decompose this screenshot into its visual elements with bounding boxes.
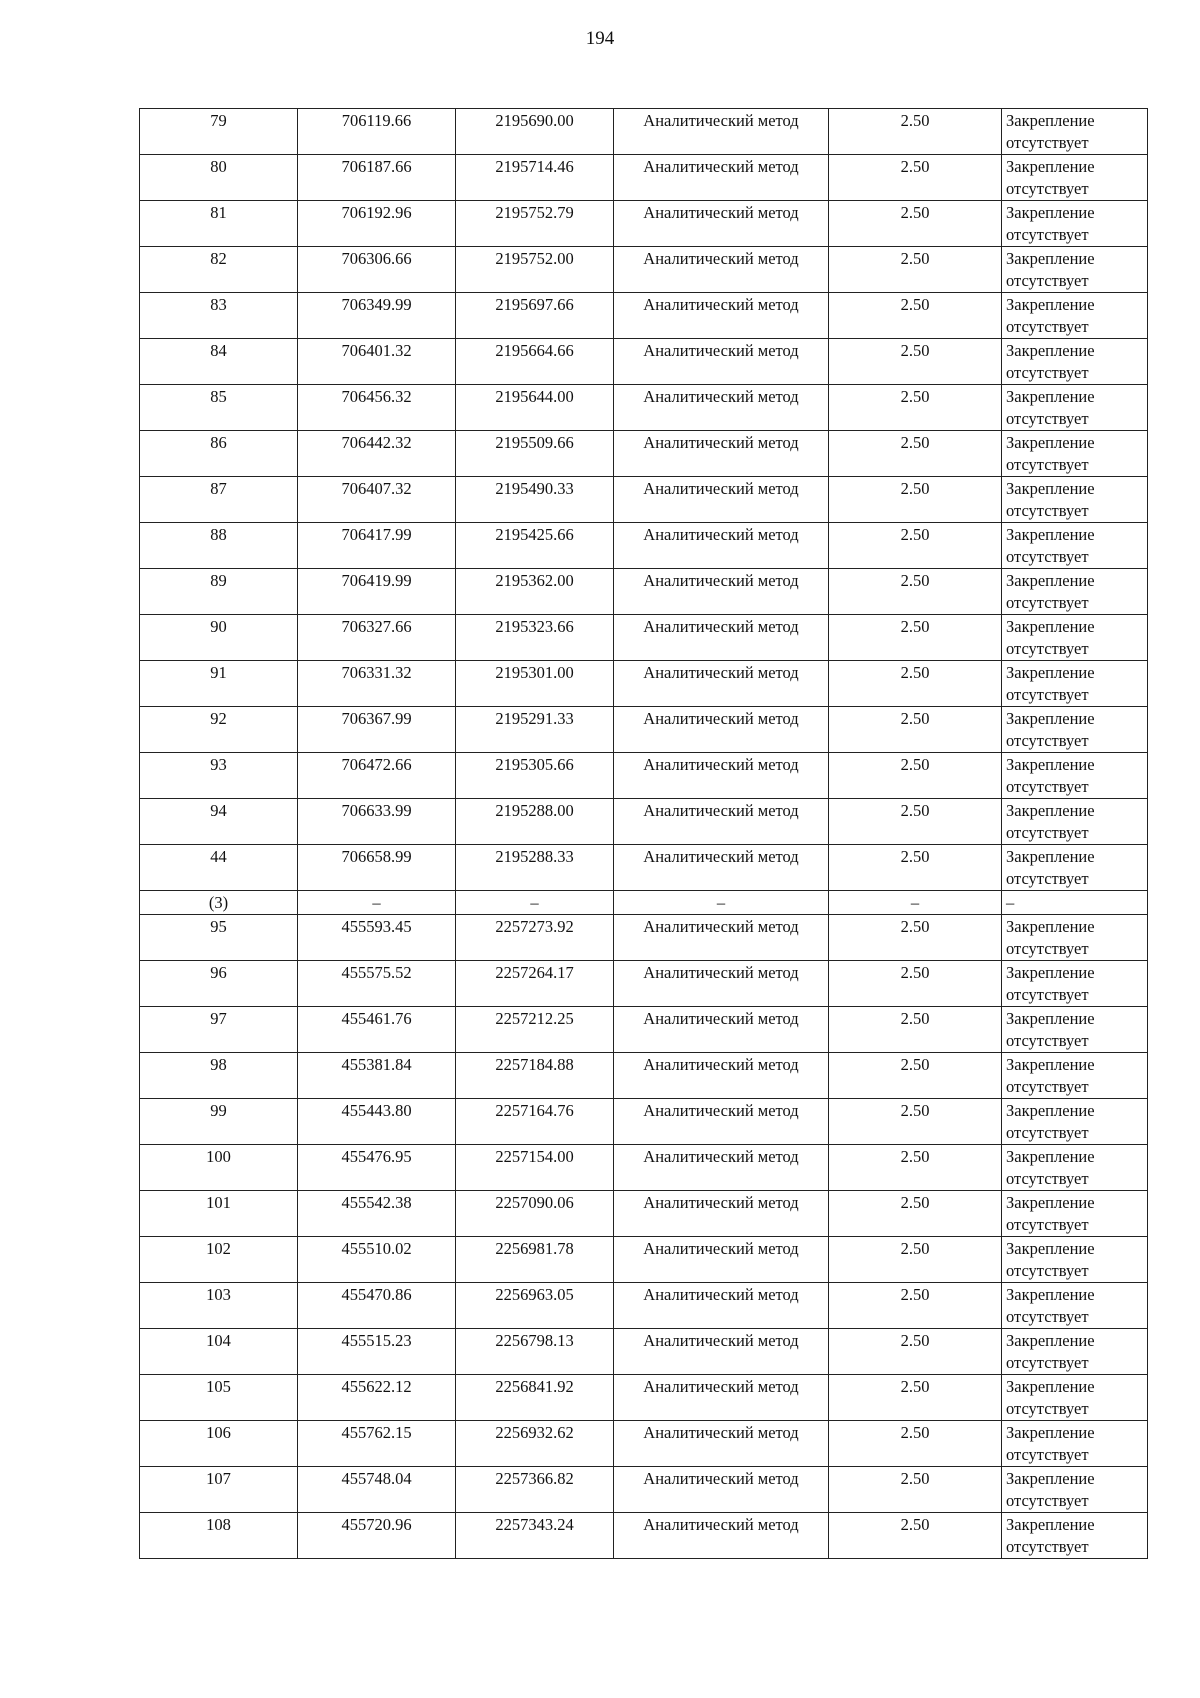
method-cell: Аналитический метод (614, 477, 829, 523)
coordinates-table (139, 108, 1148, 1559)
x-coordinate-cell: 706456.32 (298, 385, 456, 431)
table-row (140, 1513, 1148, 1559)
table-row (140, 1329, 1148, 1375)
point-number-cell: 84 (140, 339, 298, 385)
x-coordinate-cell: 706442.32 (298, 431, 456, 477)
table-row (140, 1237, 1148, 1283)
method-cell: Аналитический метод (614, 339, 829, 385)
method-cell: Аналитический метод (614, 707, 829, 753)
y-coordinate-cell: 2195752.00 (456, 247, 614, 293)
y-coordinate-cell: 2195664.66 (456, 339, 614, 385)
point-number-cell: 92 (140, 707, 298, 753)
point-number-cell: 104 (140, 1329, 298, 1375)
fixation-note-cell: Закрепление отсутствует (1002, 799, 1148, 845)
fixation-note-cell: Закрепление отсутствует (1002, 1421, 1148, 1467)
method-cell: Аналитический метод (614, 1191, 829, 1237)
accuracy-cell: 2.50 (829, 915, 1002, 961)
method-cell: Аналитический метод (614, 1375, 829, 1421)
y-coordinate-cell: 2195288.33 (456, 845, 614, 891)
accuracy-cell: 2.50 (829, 1053, 1002, 1099)
y-coordinate-cell: 2257184.88 (456, 1053, 614, 1099)
point-number-cell: 105 (140, 1375, 298, 1421)
x-coordinate-cell: 706367.99 (298, 707, 456, 753)
x-coordinate-cell: 455470.86 (298, 1283, 456, 1329)
point-number-cell: 87 (140, 477, 298, 523)
fixation-note-cell: Закрепление отсутствует (1002, 1145, 1148, 1191)
x-coordinate-cell: 706407.32 (298, 477, 456, 523)
accuracy-cell: 2.50 (829, 523, 1002, 569)
y-coordinate-cell: 2256932.62 (456, 1421, 614, 1467)
fixation-note-cell: Закрепление отсутствует (1002, 569, 1148, 615)
method-cell: Аналитический метод (614, 1329, 829, 1375)
table-row (140, 247, 1148, 293)
fixation-note-cell: Закрепление отсутствует (1002, 753, 1148, 799)
y-coordinate-cell: 2195509.66 (456, 431, 614, 477)
x-coordinate-cell: 455515.23 (298, 1329, 456, 1375)
accuracy-cell: 2.50 (829, 961, 1002, 1007)
page-number: 194 (585, 28, 615, 49)
method-cell: Аналитический метод (614, 961, 829, 1007)
point-number-cell: 100 (140, 1145, 298, 1191)
accuracy-cell: 2.50 (829, 799, 1002, 845)
x-coordinate-cell: 706658.99 (298, 845, 456, 891)
table-row (140, 1099, 1148, 1145)
accuracy-cell: 2.50 (829, 615, 1002, 661)
accuracy-cell: 2.50 (829, 477, 1002, 523)
y-coordinate-cell: 2256963.05 (456, 1283, 614, 1329)
fixation-note-cell: Закрепление отсутствует (1002, 385, 1148, 431)
accuracy-cell: 2.50 (829, 247, 1002, 293)
x-coordinate-cell: 706417.99 (298, 523, 456, 569)
y-coordinate-cell: 2195425.66 (456, 523, 614, 569)
table-row (140, 1191, 1148, 1237)
fixation-note-cell: – (1002, 891, 1148, 915)
fixation-note-cell: Закрепление отсутствует (1002, 109, 1148, 155)
accuracy-cell: 2.50 (829, 753, 1002, 799)
y-coordinate-cell: 2256798.13 (456, 1329, 614, 1375)
method-cell: Аналитический метод (614, 155, 829, 201)
point-number-cell: 107 (140, 1467, 298, 1513)
accuracy-cell: 2.50 (829, 1007, 1002, 1053)
accuracy-cell: 2.50 (829, 293, 1002, 339)
fixation-note-cell: Закрепление отсутствует (1002, 155, 1148, 201)
fixation-note-cell: Закрепление отсутствует (1002, 1329, 1148, 1375)
y-coordinate-cell: 2195490.33 (456, 477, 614, 523)
x-coordinate-cell: 455575.52 (298, 961, 456, 1007)
point-number-cell: 88 (140, 523, 298, 569)
table-row (140, 293, 1148, 339)
fixation-note-cell: Закрепление отсутствует (1002, 339, 1148, 385)
fixation-note-cell: Закрепление отсутствует (1002, 1191, 1148, 1237)
table-row (140, 569, 1148, 615)
accuracy-cell: 2.50 (829, 661, 1002, 707)
y-coordinate-cell: 2257264.17 (456, 961, 614, 1007)
y-coordinate-cell: 2256841.92 (456, 1375, 614, 1421)
method-cell: Аналитический метод (614, 109, 829, 155)
y-coordinate-cell: 2195291.33 (456, 707, 614, 753)
accuracy-cell: 2.50 (829, 1145, 1002, 1191)
table-row (140, 961, 1148, 1007)
method-cell: Аналитический метод (614, 1145, 829, 1191)
fixation-note-cell: Закрепление отсутствует (1002, 661, 1148, 707)
point-number-cell: 82 (140, 247, 298, 293)
point-number-cell: 91 (140, 661, 298, 707)
point-number-cell: 96 (140, 961, 298, 1007)
method-cell: Аналитический метод (614, 1099, 829, 1145)
accuracy-cell: 2.50 (829, 1467, 1002, 1513)
y-coordinate-cell: – (456, 891, 614, 915)
method-cell: Аналитический метод (614, 1053, 829, 1099)
y-coordinate-cell: 2195644.00 (456, 385, 614, 431)
method-cell: Аналитический метод (614, 799, 829, 845)
method-cell: Аналитический метод (614, 1237, 829, 1283)
point-number-cell: 93 (140, 753, 298, 799)
point-number-cell: 94 (140, 799, 298, 845)
y-coordinate-cell: 2257164.76 (456, 1099, 614, 1145)
y-coordinate-cell: 2257154.00 (456, 1145, 614, 1191)
accuracy-cell: 2.50 (829, 569, 1002, 615)
point-number-cell: 108 (140, 1513, 298, 1559)
accuracy-cell: 2.50 (829, 431, 1002, 477)
table-row (140, 1007, 1148, 1053)
x-coordinate-cell: 455593.45 (298, 915, 456, 961)
method-cell: Аналитический метод (614, 247, 829, 293)
method-cell: Аналитический метод (614, 431, 829, 477)
method-cell: Аналитический метод (614, 293, 829, 339)
point-number-cell: 102 (140, 1237, 298, 1283)
table-row (140, 385, 1148, 431)
x-coordinate-cell: 455461.76 (298, 1007, 456, 1053)
fixation-note-cell: Закрепление отсутствует (1002, 1283, 1148, 1329)
x-coordinate-cell: 455510.02 (298, 1237, 456, 1283)
fixation-note-cell: Закрепление отсутствует (1002, 1513, 1148, 1559)
point-number-cell: 80 (140, 155, 298, 201)
y-coordinate-cell: 2195288.00 (456, 799, 614, 845)
x-coordinate-cell: 706187.66 (298, 155, 456, 201)
table-row (140, 1283, 1148, 1329)
table-row (140, 1467, 1148, 1513)
table-row (140, 1053, 1148, 1099)
accuracy-cell: 2.50 (829, 707, 1002, 753)
y-coordinate-cell: 2257366.82 (456, 1467, 614, 1513)
table-row (140, 155, 1148, 201)
accuracy-cell: 2.50 (829, 385, 1002, 431)
y-coordinate-cell: 2195301.00 (456, 661, 614, 707)
y-coordinate-cell: 2195323.66 (456, 615, 614, 661)
fixation-note-cell: Закрепление отсутствует (1002, 1467, 1148, 1513)
accuracy-cell: 2.50 (829, 1237, 1002, 1283)
fixation-note-cell: Закрепление отсутствует (1002, 1375, 1148, 1421)
table-row (140, 431, 1148, 477)
fixation-note-cell: Закрепление отсутствует (1002, 1053, 1148, 1099)
x-coordinate-cell: 706419.99 (298, 569, 456, 615)
method-cell: Аналитический метод (614, 1421, 829, 1467)
x-coordinate-cell: 706306.66 (298, 247, 456, 293)
point-number-cell: 44 (140, 845, 298, 891)
x-coordinate-cell: 706327.66 (298, 615, 456, 661)
table-row (140, 201, 1148, 247)
accuracy-cell: 2.50 (829, 201, 1002, 247)
point-number-cell: 86 (140, 431, 298, 477)
x-coordinate-cell: 455381.84 (298, 1053, 456, 1099)
method-cell: Аналитический метод (614, 845, 829, 891)
table-row (140, 477, 1148, 523)
y-coordinate-cell: 2257343.24 (456, 1513, 614, 1559)
x-coordinate-cell: – (298, 891, 456, 915)
method-cell: Аналитический метод (614, 201, 829, 247)
table-row (140, 109, 1148, 155)
method-cell: Аналитический метод (614, 569, 829, 615)
fixation-note-cell: Закрепление отсутствует (1002, 201, 1148, 247)
y-coordinate-cell: 2257090.06 (456, 1191, 614, 1237)
fixation-note-cell: Закрепление отсутствует (1002, 845, 1148, 891)
x-coordinate-cell: 455542.38 (298, 1191, 456, 1237)
method-cell: Аналитический метод (614, 615, 829, 661)
point-number-cell: 81 (140, 201, 298, 247)
point-number-cell: 83 (140, 293, 298, 339)
contour-separator-row (140, 891, 1148, 915)
accuracy-cell: 2.50 (829, 109, 1002, 155)
accuracy-cell: 2.50 (829, 339, 1002, 385)
point-number-cell: 99 (140, 1099, 298, 1145)
table-row (140, 915, 1148, 961)
y-coordinate-cell: 2195362.00 (456, 569, 614, 615)
point-number-cell: 103 (140, 1283, 298, 1329)
method-cell: Аналитический метод (614, 1007, 829, 1053)
accuracy-cell: 2.50 (829, 155, 1002, 201)
x-coordinate-cell: 706119.66 (298, 109, 456, 155)
accuracy-cell: 2.50 (829, 1375, 1002, 1421)
fixation-note-cell: Закрепление отсутствует (1002, 293, 1148, 339)
table-row (140, 753, 1148, 799)
table-row (140, 1421, 1148, 1467)
fixation-note-cell: Закрепление отсутствует (1002, 961, 1148, 1007)
method-cell: Аналитический метод (614, 915, 829, 961)
y-coordinate-cell: 2195752.79 (456, 201, 614, 247)
table-row (140, 661, 1148, 707)
table-row (140, 845, 1148, 891)
method-cell: Аналитический метод (614, 523, 829, 569)
fixation-note-cell: Закрепление отсутствует (1002, 431, 1148, 477)
fixation-note-cell: Закрепление отсутствует (1002, 523, 1148, 569)
fixation-note-cell: Закрепление отсутствует (1002, 615, 1148, 661)
fixation-note-cell: Закрепление отсутствует (1002, 1237, 1148, 1283)
fixation-note-cell: Закрепление отсутствует (1002, 247, 1148, 293)
table-row (140, 707, 1148, 753)
y-coordinate-cell: 2195690.00 (456, 109, 614, 155)
table-row (140, 1145, 1148, 1191)
point-number-cell: 85 (140, 385, 298, 431)
x-coordinate-cell: 455762.15 (298, 1421, 456, 1467)
x-coordinate-cell: 706472.66 (298, 753, 456, 799)
table-row (140, 523, 1148, 569)
y-coordinate-cell: 2195697.66 (456, 293, 614, 339)
accuracy-cell: 2.50 (829, 1329, 1002, 1375)
accuracy-cell: 2.50 (829, 845, 1002, 891)
method-cell: Аналитический метод (614, 385, 829, 431)
x-coordinate-cell: 455720.96 (298, 1513, 456, 1559)
y-coordinate-cell: 2195714.46 (456, 155, 614, 201)
x-coordinate-cell: 706192.96 (298, 201, 456, 247)
x-coordinate-cell: 706331.32 (298, 661, 456, 707)
y-coordinate-cell: 2257273.92 (456, 915, 614, 961)
method-cell: Аналитический метод (614, 1513, 829, 1559)
fixation-note-cell: Закрепление отсутствует (1002, 707, 1148, 753)
x-coordinate-cell: 455748.04 (298, 1467, 456, 1513)
point-number-cell: 89 (140, 569, 298, 615)
method-cell: Аналитический метод (614, 661, 829, 707)
y-coordinate-cell: 2257212.25 (456, 1007, 614, 1053)
point-number-cell: 95 (140, 915, 298, 961)
table-row (140, 1375, 1148, 1421)
x-coordinate-cell: 706633.99 (298, 799, 456, 845)
table-row (140, 339, 1148, 385)
accuracy-cell: 2.50 (829, 1513, 1002, 1559)
point-number-cell: (3) (140, 891, 298, 915)
method-cell: Аналитический метод (614, 1467, 829, 1513)
x-coordinate-cell: 455476.95 (298, 1145, 456, 1191)
point-number-cell: 97 (140, 1007, 298, 1053)
accuracy-cell: 2.50 (829, 1099, 1002, 1145)
accuracy-cell: 2.50 (829, 1421, 1002, 1467)
accuracy-cell: 2.50 (829, 1283, 1002, 1329)
point-number-cell: 101 (140, 1191, 298, 1237)
method-cell: Аналитический метод (614, 753, 829, 799)
accuracy-cell: – (829, 891, 1002, 915)
point-number-cell: 90 (140, 615, 298, 661)
fixation-note-cell: Закрепление отсутствует (1002, 477, 1148, 523)
point-number-cell: 106 (140, 1421, 298, 1467)
point-number-cell: 79 (140, 109, 298, 155)
accuracy-cell: 2.50 (829, 1191, 1002, 1237)
fixation-note-cell: Закрепление отсутствует (1002, 915, 1148, 961)
x-coordinate-cell: 455622.12 (298, 1375, 456, 1421)
method-cell: Аналитический метод (614, 1283, 829, 1329)
x-coordinate-cell: 706401.32 (298, 339, 456, 385)
y-coordinate-cell: 2256981.78 (456, 1237, 614, 1283)
coordinates-table-body (140, 109, 1148, 1559)
fixation-note-cell: Закрепление отсутствует (1002, 1007, 1148, 1053)
point-number-cell: 98 (140, 1053, 298, 1099)
fixation-note-cell: Закрепление отсутствует (1002, 1099, 1148, 1145)
table-row (140, 615, 1148, 661)
y-coordinate-cell: 2195305.66 (456, 753, 614, 799)
x-coordinate-cell: 455443.80 (298, 1099, 456, 1145)
table-row (140, 799, 1148, 845)
x-coordinate-cell: 706349.99 (298, 293, 456, 339)
method-cell: – (614, 891, 829, 915)
